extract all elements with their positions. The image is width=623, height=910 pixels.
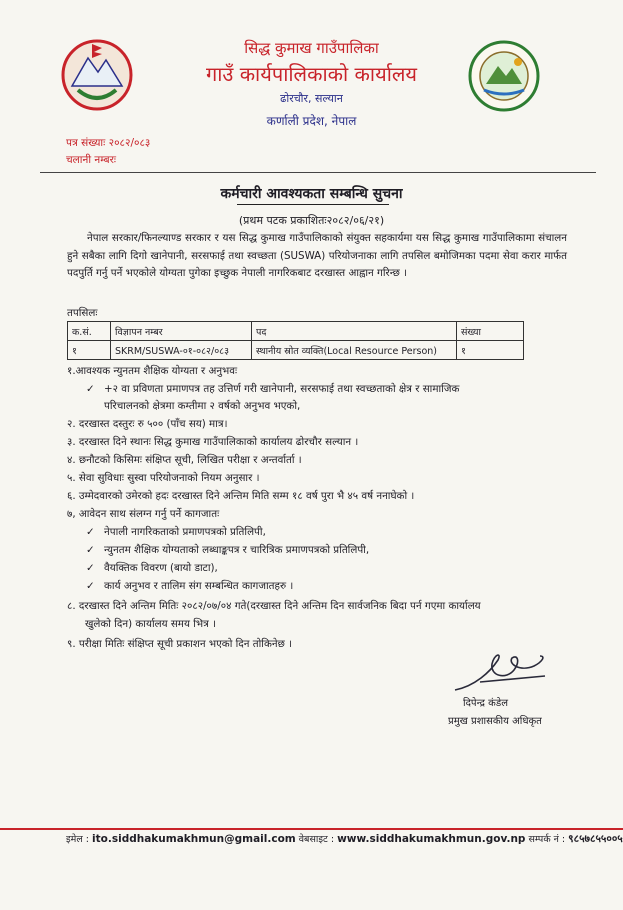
tapasil-label: तपसिलः xyxy=(67,307,98,319)
checkmark-icon: ✓ xyxy=(86,562,95,574)
list-item: १.आवश्यक न्युनतम शैक्षिक योग्यता र अनुभवः xyxy=(67,365,238,377)
table-header: संख्या xyxy=(457,322,524,341)
email-link[interactable]: ito.siddhakumakhmun@gmail.com xyxy=(92,833,296,845)
list-subitem-continued: परिचालनको क्षेत्रमा कम्तीमा २ वर्षको अनुभव भएको, xyxy=(104,400,301,412)
reference-number: पत्र संख्याः २०८२/०८३ xyxy=(66,137,151,149)
notice-subtitle: (प्रथम पटक प्रकाशितः२०८२/०६/२१) xyxy=(238,214,385,227)
dispatch-number: चलानी नम्बरः xyxy=(66,154,117,166)
title-underline xyxy=(237,204,389,205)
phone-label: सम्पर्क नं : xyxy=(525,834,569,845)
office-address-line2: कर्णाली प्रदेश, नेपाल xyxy=(266,114,357,128)
list-item-continued: खुलेको दिन) कार्यालय समय भित्र । xyxy=(85,618,216,630)
notice-title: कर्मचारी आवश्यकता सम्बन्धि सुचना xyxy=(220,186,403,202)
list-item: ७, आवेदन साथ संलग्न गर्नु पर्ने कागजातः xyxy=(67,508,220,520)
table-cell: स्थानीय स्रोत व्यक्ति(Local Resource Person) xyxy=(252,341,457,360)
table-cell: SKRM/SUSWA-०१-०८२/०८३ xyxy=(111,341,252,360)
checkmark-icon: ✓ xyxy=(86,383,95,395)
checkmark-icon: ✓ xyxy=(86,526,95,538)
list-subitem: ✓ +२ वा प्रविणता प्रमाणपत्र तह उत्तिर्ण गरी खानेपानी, सरसफाई तथा स्वच्छताको क्षेत्र र सामाजिक xyxy=(86,383,460,395)
list-item: ३. दरखास्त दिने स्थानः सिद्ध कुमाख गाउँपालिकाको कार्यालय ढोरचौर सल्यान । xyxy=(67,436,359,448)
office-address-line1: ढोरचौर, सल्यान xyxy=(280,92,343,105)
notice-intro: नेपाल सरकार/फिनल्याण्ड सरकार र यस सिद्ध कुमाख गाउँपालिकाको संयुक्त सहकार्यमा यस सिद्ध कुमाख गाउँपालिकामा संचालन हुने सबैका लागि दिगो खानेपानी, सरसफाई तथा स्वच्छता (SUSWA) परियोजनाका लागि तपसिल बमोजिमका पदमा सेवा करार मार्फत पदपुर्ति गर्नु पर्ने भएकोले योग्यता पुगेका इच्छुक नेपाली नागरिकबाट दरखास्त आह्वान गरिन्छ । xyxy=(67,232,567,279)
table-header-row xyxy=(68,322,524,341)
table-row xyxy=(68,341,524,360)
table-header: पद xyxy=(252,322,457,341)
table-cell: १ xyxy=(457,341,524,360)
signature-mark xyxy=(450,642,560,697)
list-subitem: ✓ वैयक्तिक विवरण (बायो डाटा), xyxy=(86,562,218,574)
signer-designation: प्रमुख प्रशासकीय अधिकृत xyxy=(448,716,542,727)
list-subitem: ✓ कार्य अनुभव र तालिम संग सम्बन्धित कागजातहरु । xyxy=(86,580,294,592)
list-subitem: ✓ नेपाली नागरिकताको प्रमाणपत्रको प्रतिलिपी, xyxy=(86,526,266,538)
footer-divider xyxy=(0,828,623,830)
checkmark-icon: ✓ xyxy=(86,544,95,556)
website-link[interactable]: www.siddhakumakhmun.gov.np xyxy=(337,833,526,845)
header-divider xyxy=(40,172,596,173)
signer-name: दिपेन्द्र कंडेल xyxy=(463,698,508,709)
list-item: ४. छनौटको किसिमः संक्षिप्त सूची, लिखित परीक्षा र अन्तर्वार्ता । xyxy=(67,454,302,466)
vacancy-table xyxy=(67,321,524,360)
list-item: ६. उम्मेदवारको उमेरको हदः दरखास्त दिने अन्तिम मिति सम्म १८ वर्ष पुरा भै ४५ वर्ष ननाघेको । xyxy=(67,490,415,502)
website-label: वेबसाइट : xyxy=(295,834,338,845)
email-label: इमेल : xyxy=(66,834,93,845)
list-subitem: ✓ न्युनतम शैक्षिक योग्यताको लब्धाङ्कपत्र र चारित्रिक प्रमाणपत्रको प्रतिलिपी, xyxy=(86,544,370,556)
list-item: ८. दरखास्त दिने अन्तिम मितिः २०८२/०७/०४ गते(दरखास्त दिने अन्तिम दिन सार्वजनिक बिदा पर्न गएमा कार्यालय xyxy=(67,600,481,612)
table-header: क.सं. xyxy=(68,322,111,341)
municipality-name: सिद्ध कुमाख गाउँपालिका xyxy=(244,39,379,57)
list-item: ९. परीक्षा मितिः संक्षिप्त सूची प्रकाशन भएको दिन तोकिनेछ । xyxy=(67,638,292,650)
list-item: २. दरखास्त दस्तुरः रु ५०० (पाँच सय) मात्र। xyxy=(67,418,228,430)
list-item: ५. सेवा सुविधाः सुस्वा परियोजनाको नियम अनुसार । xyxy=(67,472,260,484)
office-name: गाउँ कार्यपालिकाको कार्यालय xyxy=(205,62,418,86)
footer-contact xyxy=(66,832,623,846)
table-header: विज्ञापन नम्बर xyxy=(111,322,252,341)
table-cell: १ xyxy=(68,341,111,360)
checkmark-icon: ✓ xyxy=(86,580,95,592)
phone-number: ९८५७८५५००५ xyxy=(568,833,623,845)
